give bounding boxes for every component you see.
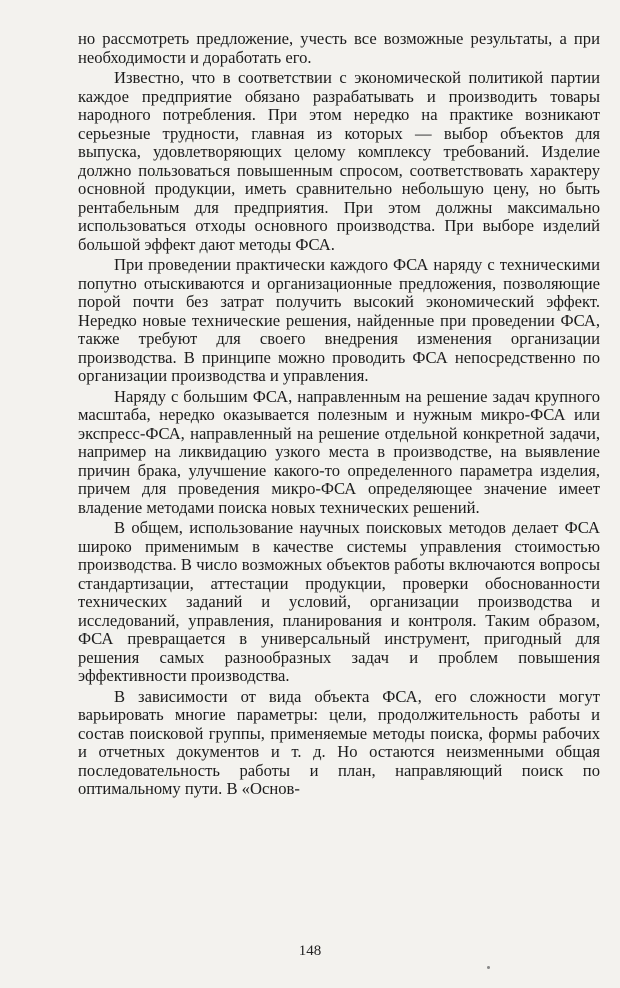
page-body <box>78 30 600 801</box>
page-number: 148 <box>298 943 322 959</box>
paragraph-5: В общем, использование научных поисковых методов делает ФСА широко применимым в качестве системы управления стоимостью производства. В число возможных объектов работы включаются вопросы стандартизации, аттестации продукции, проверки обоснованности технических заданий и условий, организации производства и исследований, управления, планирования и контроля. Таким образом, ФСА превращается в универсальный инструмент, пригодный для решения самых разнообразных задач и проблем повышения эффективности производства. <box>78 518 600 685</box>
paragraph-2: Известно, что в соответствии с экономической политикой партии каждое предприятие обязано разрабатывать и производить товары народного потребления. При этом нередко на практике возникают серьезные трудности, главная из которых — выбор объектов для выпуска, удовлетворяющих целому комплексу требований. Изделие должно пользоваться повышенным спросом, соответствовать характеру основной продукции, иметь сравнительно небольшую цену, но быть рентабельным для предприятия. При этом должны максимально использоваться отходы основного производства. При выборе изделий большой эффект дают методы ФСА. <box>78 68 600 254</box>
paragraph-1: но рассмотреть предложение, учесть все возможные результаты, а при необходимости и доработать его. <box>78 29 600 67</box>
paragraph-3: При проведении практически каждого ФСА наряду с техническими попутно отыскиваются и организационные предложения, позволяющие порой почти без затрат получить высокий экономический эффект. Нередко новые технические решения, найденные при проведении ФСА, также требуют для своего внедрения изменения организации производства. В принципе можно проводить ФСА непосредственно по организации производства и управления. <box>78 255 600 385</box>
paragraph-6: В зависимости от вида объекта ФСА, его сложности могут варьировать многие параметры: цели, продолжительность работы и состав поисковой группы, применяемые методы поиска, формы рабочих и отчетных документов и т. д. Но остаются неизменными общая последовательность работы и план, направляющий поиск по оптимальному пути. В «Основ- <box>78 686 600 798</box>
paragraph-4: Наряду с большим ФСА, направленным на решение задач крупного масштаба, нередко оказывается полезным и нужным микро-ФСА или экспресс-ФСА, направленный на решение отдельной конкретной задачи, например на ликвидацию узкого места в производстве, на выявление причин брака, улучшение какого-то определенного параметра изделия, причем для проведения микро-ФСА определяющее значение имеет владение методами поиска новых технических решений. <box>78 386 600 517</box>
scan-speck <box>487 966 490 969</box>
